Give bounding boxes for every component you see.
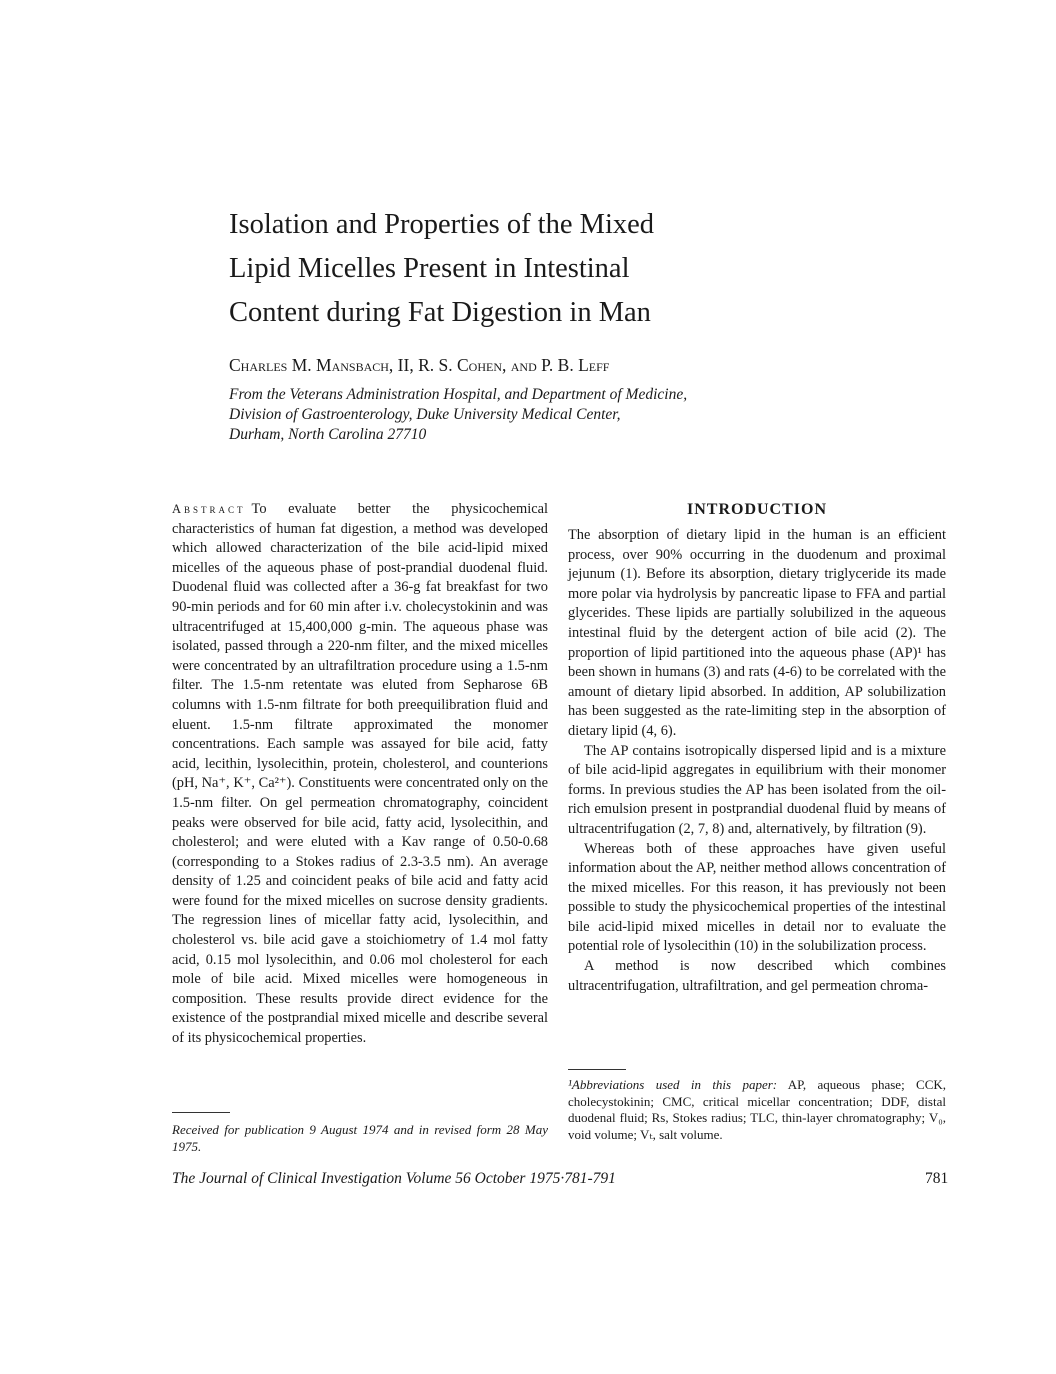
title-line: Content during Fat Digestion in Man [229,297,651,328]
intro-paragraph: Whereas both of these approaches have given useful information about the AP, neither method allows concentration of the mixed micelles. For this reason, it has previously not been possible to study the physicochemical properties of the intestinal bile acid-lipid mixed micelles in detail nor to evaluate the potential role of lysolecithin (10) in the solubilization process. [568,840,946,955]
affiliation-line: Division of Gastroenterology, Duke University Medical Center, [229,406,621,423]
affiliation-line: From the Veterans Administration Hospital, and Department of Medicine, [229,386,688,403]
introduction-column [568,500,946,996]
abstract-paragraph [172,500,548,1049]
intro-paragraph: The absorption of dietary lipid in the human is an efficient process, over 90% occurring in the duodenum and proximal jejunum (1). Before its absorption, dietary triglyceride its made more polar via hydrolysis by pancreatic lipase to FFA and partial glycerides. These lipids are partially solubilized in the aqueous intestinal fluid by the detergent action of bile acid (2). The proportion of lipid partitioned into the aqueous phase (AP)¹ has been shown in humans (3) and rats (4-6) to be correlated with the amount of dietary lipid absorbed. In addition, AP solubilization has been suggested as the rate-limiting step in the absorption of dietary lipid (4, 6). [568,527,946,739]
affiliation-line: Durham, North Carolina 27710 [229,426,427,443]
title-line: Isolation and Properties of the Mixed [229,209,655,240]
footnote-text: AP, aqueous phase; CCK, cholecystokinin; CMC, critical micellar concentration; DDF, distal duodenal fluid; Rs, Stokes radius; TLC, thin-layer chromatography; V₀, void volume; Vₜ, salt volume. [568,1077,946,1142]
section-heading-introduction: INTRODUCTION [686,501,827,518]
intro-paragraph: The AP contains isotropically dispersed lipid and is a mixture of bile acid-lipid aggregates in equilibrium with their monomer forms. In previous studies the AP has been isolated from the oil-rich emulsion present in postprandial duodenal fluid by means of ultracentrifugation (2, 7, 8) and, alternatively, by filtration (9). [568,742,946,837]
intro-paragraph: A method is now described which combines ultracentrifugation, ultrafiltration, and gel permeation chroma- [568,958,946,994]
footnote-lead: ¹Abbreviations used in this paper: [568,1077,778,1092]
abstract-heading: Abstract [172,502,246,516]
affiliation [229,385,789,445]
received-divider [172,1112,230,1113]
journal-citation: The Journal of Clinical Investigation Volume 56 October 1975·781-791 [172,1170,616,1187]
abstract-column [172,500,548,1049]
article-title [229,203,789,335]
page-number: 781 [925,1170,949,1187]
abstract-text: To evaluate better the physicochemical characteristics of human fat digestion, a method was developed which allowed characterization of the bile acid-lipid mixed micelles of the aqueous phase of post-prandial duodenal fluid. Duodenal fluid was collected after a 36-g fat breakfast for two 90-min periods and for 60 min after i.v. cholecystokinin and was ultracentrifuged at 15,400,000 g-min. The aqueous phase was isolated, passed through a 220-nm filter, and the mixed micelles were concentrated by an ultrafiltration procedure using a 1.5-nm filter. The 1.5-nm retentate was eluted from Sepharose 6B columns with 1.5-nm filtrate for both preequilibration fluid and eluent. 1.5-nm filtrate approximated the monomer concentrations. Each sample was assayed for bile acid, fatty acid, lecithin, lysolecithin, protein, cholesterol, and counterions (pH, Na⁺, K⁺, Ca²⁺). Constituents were concentrated only on the 1.5-nm filter. On gel permeation chromatography, coincident peaks were observed for bile acid, fatty acid, lysolecithin, and cholesterol; and were eluted with a Kav range of 0.50-0.68 (corresponding to a Stokes radius of 2.3-3.5 nm). An average density of 1.25 and coincident peaks of bile acid and fatty acid were found for the mixed micelles on sucrose density gradients. The regression lines of micellar fatty acid, lysolecithin, and cholesterol vs. bile acid gave a stoichiometry of 1.4 mol fatty acid, 0.15 mol lysolecithin, and 0.06 mol cholesterol for each mole of bile acid. Mixed micelles were homogeneous in composition. These results provide direct evidence for the existence of the postprandial mixed micelle and describe several of its physicochemical properties. [172,501,548,1047]
footnote [568,1077,946,1143]
footnote-divider [568,1069,626,1070]
title-line: Lipid Micelles Present in Intestinal [229,253,630,284]
author-list: Charles M. Mansbach, II, R. S. Cohen, and P. B. Leff [229,355,610,375]
received-note: Received for publication 9 August 1974 and in revised form 28 May 1975. [172,1122,548,1154]
